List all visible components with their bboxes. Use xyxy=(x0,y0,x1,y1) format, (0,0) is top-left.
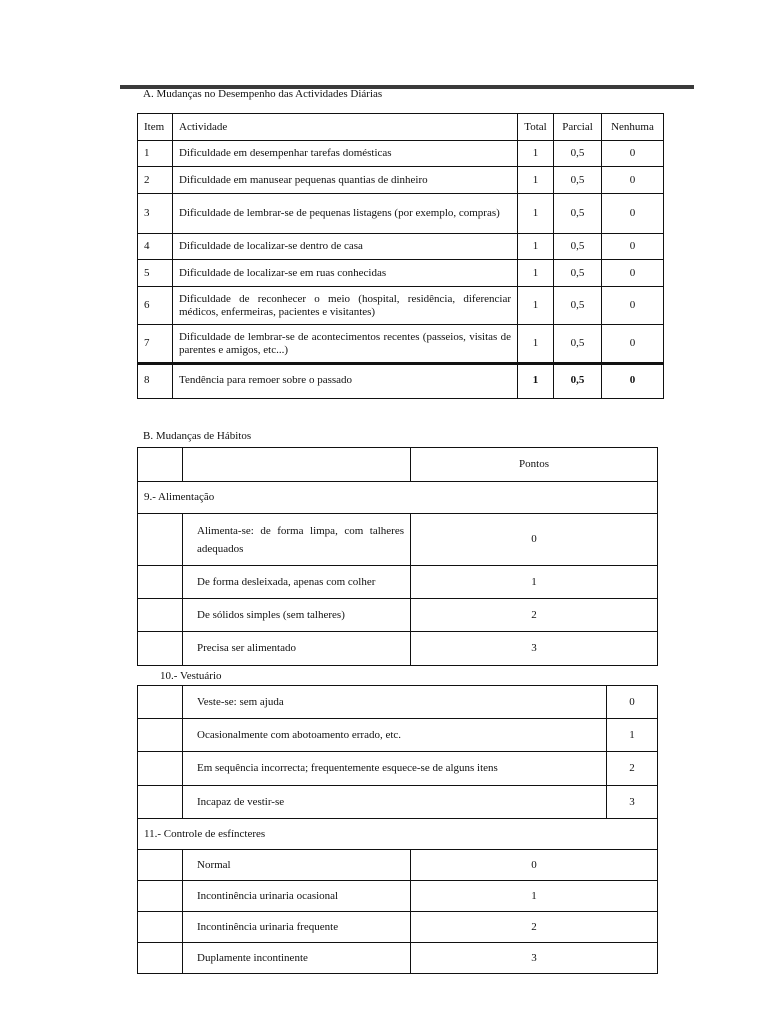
table-row xyxy=(138,287,664,325)
points-value: 0 xyxy=(607,686,658,719)
section-b-heading: B. Mudanças de Hábitos xyxy=(143,430,252,442)
blank-cell xyxy=(138,632,183,666)
category-row xyxy=(138,482,658,514)
partial-value: 0,5 xyxy=(554,260,602,287)
table-row xyxy=(138,719,658,752)
header-activity: Actividade xyxy=(173,114,518,141)
table-row xyxy=(138,234,664,260)
blank-cell xyxy=(183,448,411,482)
points-value: 0 xyxy=(411,514,658,566)
none-value: 0 xyxy=(602,363,664,399)
header-item: Item xyxy=(138,114,173,141)
points-value: 1 xyxy=(411,881,658,912)
table-row xyxy=(138,167,664,194)
option-label: Ocasionalmente com abotoamento errado, etc. xyxy=(183,719,607,752)
points-value: 1 xyxy=(411,566,658,599)
table-row xyxy=(138,194,664,234)
item-number: 5 xyxy=(138,260,173,287)
header-total: Total xyxy=(518,114,554,141)
none-value: 0 xyxy=(602,325,664,363)
table-row xyxy=(138,686,658,719)
table-row xyxy=(138,599,658,632)
header-none: Nenhuma xyxy=(602,114,664,141)
table-row xyxy=(138,912,658,943)
option-label: Incapaz de vestir-se xyxy=(183,786,607,819)
item-number: 1 xyxy=(138,141,173,167)
table-row xyxy=(138,943,658,974)
points-header-row xyxy=(138,448,658,482)
table-row xyxy=(138,881,658,912)
alimentacao-title: 9.- Alimentação xyxy=(138,482,658,514)
blank-cell xyxy=(138,881,183,912)
activity-text: Dificuldade em manusear pequenas quantias de dinheiro xyxy=(173,167,518,194)
table-row xyxy=(138,325,664,363)
partial-value: 0,5 xyxy=(554,167,602,194)
table-row xyxy=(138,260,664,287)
option-label: Precisa ser alimentado xyxy=(183,632,411,666)
activity-text: Dificuldade de reconhecer o meio (hospital, residência, diferenciar médicos, enfermeiras, pacientes e visitantes) xyxy=(173,287,518,325)
table-row xyxy=(138,850,658,881)
points-value: 2 xyxy=(411,912,658,943)
alimentacao-table xyxy=(137,447,658,666)
partial-value: 0,5 xyxy=(554,194,602,234)
table-row xyxy=(138,632,658,666)
activity-text: Dificuldade de localizar-se em ruas conhecidas xyxy=(173,260,518,287)
esfincteres-table xyxy=(137,818,658,974)
points-value: 3 xyxy=(411,943,658,974)
item-number: 2 xyxy=(138,167,173,194)
total-value: 1 xyxy=(518,194,554,234)
total-value: 1 xyxy=(518,234,554,260)
option-label: Incontinência urinaria ocasional xyxy=(183,881,411,912)
points-value: 1 xyxy=(607,719,658,752)
activity-text: Dificuldade de localizar-se dentro de casa xyxy=(173,234,518,260)
blank-cell xyxy=(138,752,183,786)
double-rule xyxy=(137,362,663,365)
item-number: 6 xyxy=(138,287,173,325)
blank-cell xyxy=(138,786,183,819)
option-label: De sólidos simples (sem talheres) xyxy=(183,599,411,632)
activity-text: Dificuldade de lembrar-se de pequenas listagens (por exemplo, compras) xyxy=(173,194,518,234)
activities-table xyxy=(137,113,664,399)
partial-value: 0,5 xyxy=(554,141,602,167)
points-value: 2 xyxy=(607,752,658,786)
table-row xyxy=(138,752,658,786)
points-value: 2 xyxy=(411,599,658,632)
none-value: 0 xyxy=(602,167,664,194)
points-value: 0 xyxy=(411,850,658,881)
option-label: Duplamente incontinente xyxy=(183,943,411,974)
blank-cell xyxy=(138,514,183,566)
option-label: Normal xyxy=(183,850,411,881)
table-row xyxy=(138,514,658,566)
blank-cell xyxy=(138,448,183,482)
header-partial: Parcial xyxy=(554,114,602,141)
option-label: Alimenta-se: de forma limpa, com talheres adequados xyxy=(183,514,411,566)
partial-value: 0,5 xyxy=(554,234,602,260)
total-value: 1 xyxy=(518,141,554,167)
vestuario-title: 10.- Vestuário xyxy=(160,670,222,682)
points-header: Pontos xyxy=(411,448,658,482)
blank-cell xyxy=(138,686,183,719)
points-value: 3 xyxy=(607,786,658,819)
blank-cell xyxy=(138,850,183,881)
none-value: 0 xyxy=(602,234,664,260)
none-value: 0 xyxy=(602,141,664,167)
option-label: Em sequência incorrecta; frequentemente esquece-se de alguns itens xyxy=(183,752,607,786)
blank-cell xyxy=(138,943,183,974)
total-value: 1 xyxy=(518,363,554,399)
item-number: 3 xyxy=(138,194,173,234)
partial-value: 0,5 xyxy=(554,287,602,325)
activity-text: Dificuldade de lembrar-se de acontecimentos recentes (passeios, visitas de parentes e amigos, etc...) xyxy=(173,325,518,363)
table-row xyxy=(138,566,658,599)
activity-text: Tendência para remoer sobre o passado xyxy=(173,363,518,399)
none-value: 0 xyxy=(602,287,664,325)
total-value: 1 xyxy=(518,325,554,363)
table-row xyxy=(138,141,664,167)
option-label: Incontinência urinaria frequente xyxy=(183,912,411,943)
item-number: 7 xyxy=(138,325,173,363)
category-row xyxy=(138,819,658,850)
total-value: 1 xyxy=(518,287,554,325)
blank-cell xyxy=(138,719,183,752)
option-label: De forma desleixada, apenas com colher xyxy=(183,566,411,599)
blank-cell xyxy=(138,912,183,943)
blank-cell xyxy=(138,566,183,599)
partial-value: 0,5 xyxy=(554,325,602,363)
table-header-row xyxy=(138,114,664,141)
item-number: 8 xyxy=(138,363,173,399)
item-number: 4 xyxy=(138,234,173,260)
total-value: 1 xyxy=(518,167,554,194)
points-value: 3 xyxy=(411,632,658,666)
option-label: Veste-se: sem ajuda xyxy=(183,686,607,719)
partial-value: 0,5 xyxy=(554,363,602,399)
vestuario-table xyxy=(137,685,658,819)
none-value: 0 xyxy=(602,260,664,287)
none-value: 0 xyxy=(602,194,664,234)
total-value: 1 xyxy=(518,260,554,287)
section-a-heading: A. Mudanças no Desempenho das Actividades Diárias xyxy=(143,88,383,100)
table-row xyxy=(138,786,658,819)
esfincteres-title: 11.- Controle de esfíncteres xyxy=(138,819,658,850)
table-row xyxy=(138,363,664,399)
activity-text: Dificuldade em desempenhar tarefas domésticas xyxy=(173,141,518,167)
blank-cell xyxy=(138,599,183,632)
